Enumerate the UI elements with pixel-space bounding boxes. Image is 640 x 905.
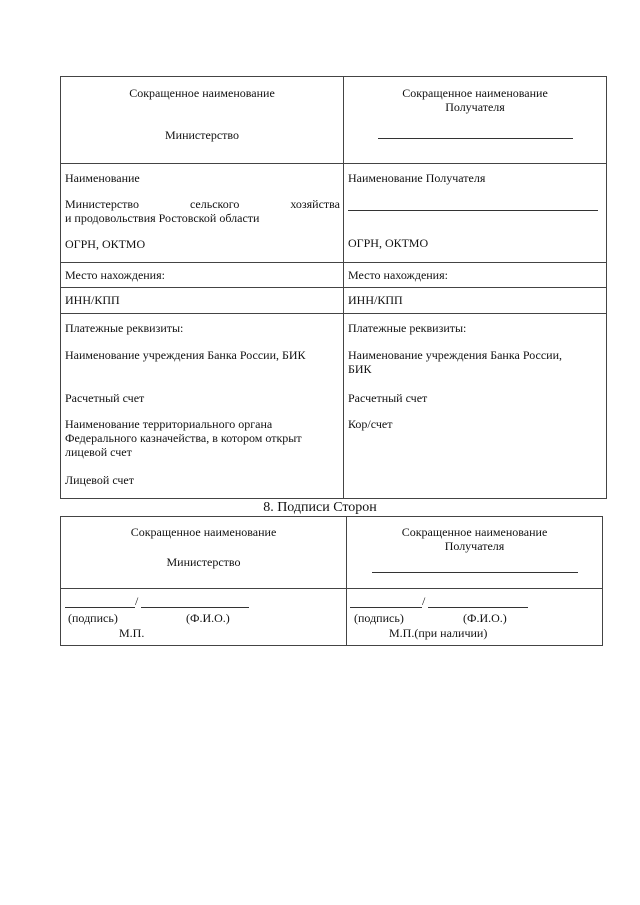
ministry-short-name-cell	[61, 77, 344, 164]
signature-line	[65, 607, 135, 608]
ogrn-label: ОГРН, ОКТМО	[348, 236, 429, 250]
stamp-label: М.П.(при наличии)	[389, 626, 488, 640]
short-name-label: Сокращенное наименование	[402, 86, 548, 100]
ministry-name-line2: и продовольствия Ростовской области	[65, 211, 260, 225]
account-label: Расчетный счет	[348, 391, 428, 405]
requisites-table	[60, 76, 607, 499]
stamp-label: М.П.	[119, 626, 145, 640]
short-name-label-line2: Получателя	[445, 100, 505, 114]
signature-caption: (подпись)	[68, 611, 118, 625]
ministry-location-cell	[61, 263, 344, 288]
recipient-short-name-cell	[344, 77, 607, 164]
recipient-inn-cell	[344, 288, 607, 314]
ministry-name-line1	[65, 197, 340, 211]
inn-label: ИНН/КПП	[348, 293, 403, 307]
ministry-name-cell	[61, 164, 344, 263]
bank-label-line2: БИК	[348, 362, 372, 376]
recipient-payment-cell	[344, 314, 607, 499]
personal-account-label: Лицевой счет	[65, 473, 135, 487]
name-label: Наименование	[65, 171, 140, 185]
location-label: Место нахождения:	[65, 268, 165, 282]
corr-account-label: Кор/счет	[348, 417, 393, 431]
fio-caption: (Ф.И.О.)	[463, 611, 507, 625]
recipient-name-cell	[344, 164, 607, 263]
ogrn-label: ОГРН, ОКТМО	[65, 237, 146, 251]
ministry-name-word: сельского	[189, 197, 240, 211]
payment-label: Платежные реквизиты:	[348, 321, 467, 335]
short-name-label-line2: Получателя	[444, 539, 505, 553]
short-name-label: Сокращенное наименование	[129, 86, 275, 100]
ministry-signature-header	[61, 517, 347, 589]
fio-line	[428, 607, 528, 608]
treasury-label-line1: Наименование территориального органа	[65, 417, 273, 431]
ministry-name-word: Министерство	[65, 197, 139, 211]
inn-label: ИНН/КПП	[65, 293, 120, 307]
treasury-label-line3: лицевой счет	[65, 445, 132, 459]
location-label: Место нахождения:	[348, 268, 448, 282]
treasury-label-line2: Федерального казначейства, в котором открыт	[65, 431, 302, 445]
ministry-inn-cell	[61, 288, 344, 314]
ministry-payment-cell	[61, 314, 344, 499]
bank-label-line1: Наименование учреждения Банка России,	[348, 348, 562, 362]
signature-line	[350, 607, 422, 608]
bank-label: Наименование учреждения Банка России, БИК	[65, 348, 306, 362]
payment-label: Платежные реквизиты:	[65, 321, 184, 335]
fio-line	[141, 607, 249, 608]
ministry-short-name: Министерство	[165, 128, 239, 142]
ministry-signature-cell: / (подпись) (Ф.И.О.) М.П.	[61, 589, 347, 646]
section-heading: 8. Подписи Сторон	[263, 500, 377, 515]
short-name-label: Сокращенное наименование	[401, 525, 548, 539]
short-name-label: Сокращенное наименование	[130, 525, 277, 539]
fio-caption: (Ф.И.О.)	[186, 611, 230, 625]
ministry-name-word: хозяйства	[290, 197, 340, 211]
recipient-name-blank	[348, 210, 598, 211]
recipient-signature-cell: / (подпись) (Ф.И.О.) М.П.(при наличии)	[347, 589, 603, 646]
recipient-location-cell	[344, 263, 607, 288]
signatures-table	[60, 516, 603, 646]
recipient-short-name-blank	[372, 572, 578, 573]
signature-caption: (подпись)	[354, 611, 404, 625]
recipient-short-name-blank	[378, 138, 573, 139]
account-label: Расчетный счет	[65, 391, 145, 405]
ministry-short-name: Министерство	[166, 555, 241, 569]
name-label: Наименование Получателя	[348, 171, 486, 185]
recipient-signature-header	[347, 517, 603, 589]
